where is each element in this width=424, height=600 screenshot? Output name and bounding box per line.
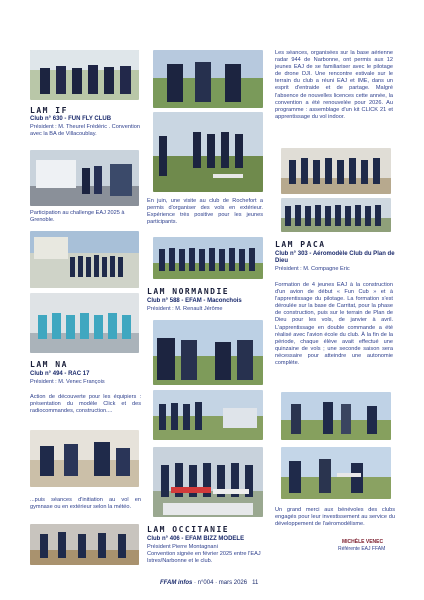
- body-occitanie-continued: Les séances, organisées sur la base aérienne radar 944 de Narbonne, ont permis aux 12 jeunes EAJ de se familiariser avec le pilotage de drone DJI. Une rencontre estivale sur le terrain du club a réuni EAJ et IME, dans un esprit d'entraide et de partage. Malgré l'absence de nouvelles licences cette année, la convention a été renouvelée pour 2026. Au programme : assemblage d'un kit CLICK 21 et apprentissage du vol indoor.: [275, 50, 393, 120]
- photo-na-gym: [30, 524, 139, 565]
- page-number: 11: [252, 580, 259, 586]
- section-title-lam-na: LAM NA: [30, 360, 68, 369]
- signature-role: Référente EAJ FFAM: [338, 546, 386, 552]
- closing-thanks: Un grand merci aux bénévoles des clubs engagés pour leur investissement au service du développement de l'aéromodélisme.: [275, 507, 395, 528]
- body-paca: Formation de 4 jeunes EAJ à la construction d'un avion de début « Fun Cub » et à l'apprentissage du pilotage. La formation s'est déroulée sur la base de Carritat, pour la phase de construction, puis sur le terrain de Plan de Dieu pour les vols, de janvier à avril. L'apprentissage en double commande a été réalisé avec l'avion école du club. À la fin de la période, chaque élève avait effectué une quinzaine de vols ; une seconde saison sera nécessaire pour atteindre une autonomie complète.: [275, 282, 393, 367]
- club-info-normandie: Club n° 588 - EFAM - Maconchois: [147, 298, 242, 304]
- photo-if-challenge: [30, 150, 139, 206]
- president-if: Président : M. Theurel Frédéric . Convention avec la BA de Villacoublay.: [30, 124, 140, 137]
- club-info-occitanie: Club n° 406 - EFAM BIZZ MODELE: [147, 536, 245, 542]
- footer-issue: · n°004 · mars 2026: [192, 580, 248, 586]
- photo-normandie-group: [153, 237, 263, 279]
- club-info-paca: Club n° 303 - Aéromodèle Club du Plan de Dieu: [275, 251, 395, 265]
- body-rochefort: En juin, une visite au club de Rochefort a permis d'organiser des vols en extérieur. Expérience très positive pour les jeunes participants.: [147, 198, 263, 226]
- caption-na: ...puis séances d'initiation au vol en gymnase ou en extérieur selon la météo.: [30, 497, 141, 511]
- photo-paca-field: [281, 392, 391, 440]
- club-info-if: Club n° 630 - FUN FLY CLUB: [30, 116, 112, 122]
- photo-na-outdoor: [30, 231, 139, 288]
- section-title-lam-if: LAM IF: [30, 106, 68, 115]
- photo-normandie-field: [153, 390, 263, 440]
- photo-occitanie-line: [281, 198, 391, 232]
- section-title-lam-occitanie: LAM OCCITANIE: [147, 525, 230, 534]
- caption-if: Participation au challenge EAJ 2025 à Grenoble.: [30, 210, 125, 224]
- photo-occitanie-group: [153, 447, 263, 517]
- photo-paca-flight: [281, 447, 391, 499]
- photo-rochefort-flight: [153, 112, 263, 192]
- club-info-na: Club n° 494 - RAC 17: [30, 371, 90, 377]
- photo-if-group: [30, 50, 139, 100]
- photo-occitanie-indoor: [281, 148, 391, 194]
- body-na: Action de découverte pour les équipiers : présentation du modèle Click et des radiocommandes, construction....: [30, 394, 141, 415]
- photo-rochefort-group: [153, 50, 263, 108]
- president-normandie: Président : M. Renault Jérôme: [147, 306, 223, 312]
- photo-na-construction: [30, 430, 139, 487]
- section-title-lam-normandie: LAM NORMANDIE: [147, 287, 230, 296]
- body-occitanie: Convention signée en février 2025 entre l'EAJ Istres/Narbonne et le club.: [147, 551, 261, 564]
- president-occitanie: Président Pierre Montagnani: [147, 544, 218, 550]
- section-title-lam-paca: LAM PACA: [275, 240, 326, 249]
- signature-name: MICHÈLE VENEC: [342, 539, 384, 545]
- photo-normandie-pilots: [153, 320, 263, 385]
- president-paca: Président : M. Compagne Eric: [275, 266, 350, 272]
- president-na: Président : M. Venec François: [30, 379, 105, 385]
- page-footer: [160, 580, 258, 586]
- photo-na-group: [30, 293, 139, 353]
- footer-brand: FFAM infos: [160, 580, 193, 586]
